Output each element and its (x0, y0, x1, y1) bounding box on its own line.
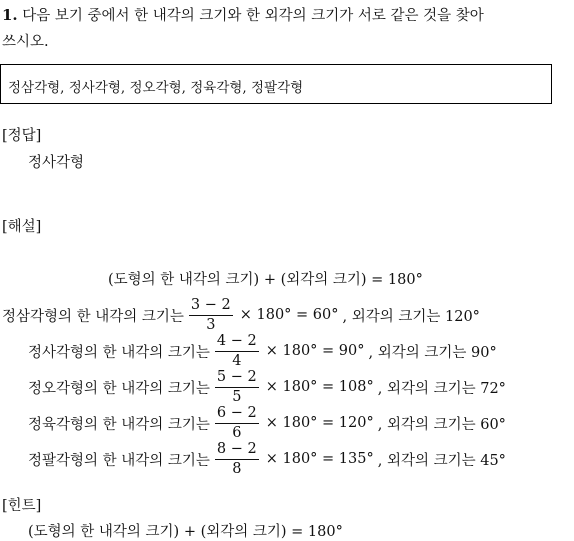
fraction-numerator: 8 − 2 (216, 441, 257, 457)
row-prefix: 정육각형의 한 내각의 크기는 (28, 416, 210, 433)
explanation-row (28, 406, 508, 440)
fraction (215, 406, 259, 440)
explanation-row (2, 298, 482, 332)
explanation-label: [해설] (2, 219, 42, 235)
explanation-row (28, 442, 508, 476)
row-prefix: 정팔각형의 한 내각의 크기는 (28, 452, 210, 469)
fraction-numerator: 5 − 2 (216, 369, 257, 385)
fraction (215, 334, 259, 368)
hint-label: [힌트] (2, 498, 42, 514)
fraction-numerator: 3 − 2 (190, 297, 231, 313)
explanation-formula: (도형의 한 내각의 크기) + (외각의 크기) = 180° (108, 272, 423, 288)
fraction-denominator: 3 (189, 315, 233, 333)
explanation-row (28, 334, 499, 368)
explanation-row (28, 370, 508, 404)
row-suffix: , 외각의 크기는 120° (342, 308, 480, 325)
fraction-denominator: 8 (215, 459, 259, 477)
row-multiplication: × 180° = 108° (265, 379, 374, 395)
fraction-denominator: 5 (215, 387, 259, 405)
hint-text: (도형의 한 내각의 크기) + (외각의 크기) = 180° (28, 524, 343, 540)
row-suffix: , 외각의 크기는 90° (368, 344, 497, 361)
question-line-2: 쓰시오. (2, 34, 49, 50)
fraction-denominator: 4 (215, 351, 259, 369)
fraction-numerator: 4 − 2 (216, 333, 257, 349)
options-box (0, 64, 552, 104)
row-suffix: , 외각의 크기는 72° (377, 380, 506, 397)
options-text: 정삼각형, 정사각형, 정오각형, 정육각형, 정팔각형 (8, 80, 304, 96)
fraction-numerator: 6 − 2 (216, 405, 257, 421)
row-multiplication: × 180° = 60° (239, 307, 339, 323)
answer-text: 정사각형 (28, 155, 85, 171)
row-multiplication: × 180° = 120° (265, 415, 374, 431)
question-number: 1. (2, 6, 18, 24)
fraction (189, 298, 233, 332)
answer-label: [정답] (2, 128, 42, 144)
row-suffix: , 외각의 크기는 45° (377, 452, 506, 469)
fraction (215, 442, 259, 476)
question-line-1 (2, 4, 484, 25)
row-prefix: 정사각형의 한 내각의 크기는 (28, 344, 210, 361)
fraction (215, 370, 259, 404)
fraction-denominator: 6 (215, 423, 259, 441)
row-multiplication: × 180° = 135° (265, 451, 374, 467)
question-text: 다음 보기 중에서 한 내각의 크기와 한 외각의 크기가 서로 같은 것을 찾아 (22, 8, 484, 24)
row-multiplication: × 180° = 90° (265, 343, 365, 359)
row-prefix: 정삼각형의 한 내각의 크기는 (2, 308, 184, 325)
row-suffix: , 외각의 크기는 60° (377, 416, 506, 433)
row-prefix: 정오각형의 한 내각의 크기는 (28, 380, 210, 397)
